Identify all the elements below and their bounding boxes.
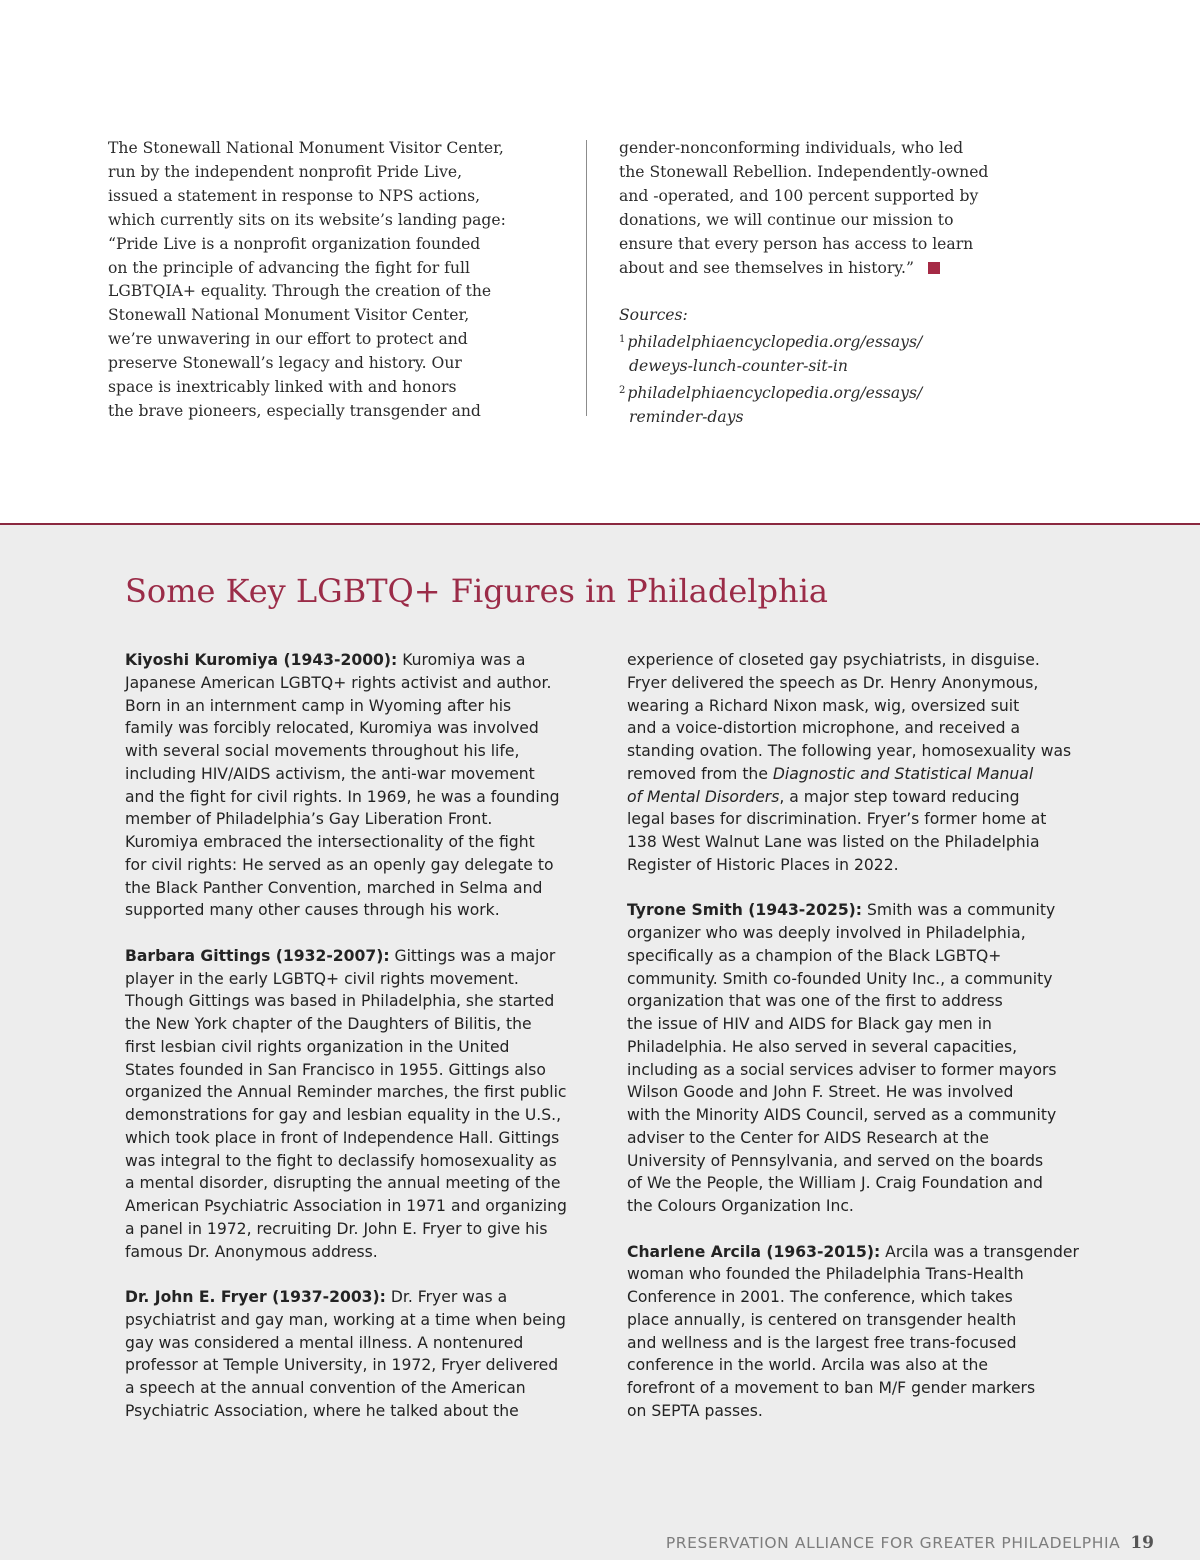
text-line: [627, 763, 1097, 786]
text-line: with the Minority AIDS Council, served as a community: [627, 1106, 1057, 1124]
intro-section: [0, 0, 1200, 523]
text-line: Fryer delivered the speech as Dr. Henry Anonymous,: [627, 673, 1039, 692]
text-line: preserve Stonewall’s legacy and history. Our: [108, 354, 462, 373]
text-line: specifically as a champion of the Black LGBTQ+: [627, 946, 1002, 965]
figure-name: Kiyoshi Kuromiya (1943-2000):: [125, 651, 398, 669]
text-line: first lesbian civil rights organization in the United: [125, 1037, 510, 1056]
intro-right-column: [619, 137, 1059, 430]
entry-first-line: [627, 1241, 1097, 1264]
text-line: was integral to the fight to declassify homosexuality as: [125, 1151, 557, 1170]
text-line: organizer who was deeply involved in Philadelphia,: [627, 924, 1026, 942]
figures-right-column: [627, 649, 1097, 1423]
paragraph-gap: [627, 877, 1097, 900]
page-number: 19: [1130, 1533, 1154, 1553]
text-line: we’re unwavering in our effort to protect and: [108, 330, 468, 349]
text-fragment: , a major step toward reducing: [779, 787, 1020, 806]
manual-title: of Mental Disorders: [627, 787, 780, 806]
quote-end-text: about and see themselves in history.”: [619, 258, 914, 277]
footnote-number: 1: [619, 334, 626, 346]
text-line: [619, 257, 1059, 281]
text-line: the Black Panther Convention, marched in Selma and: [125, 878, 543, 897]
end-mark-icon: [928, 262, 940, 274]
text-line: place annually, is centered on transgender health: [627, 1310, 1017, 1329]
text-line: LGBTQIA+ equality. Through the creation of the: [108, 282, 492, 301]
text-line: gay was considered a mental illness. A nontenured: [125, 1333, 524, 1352]
text-line: Stonewall National Monument Visitor Center,: [108, 306, 470, 325]
section-title: Some Key LGBTQ+ Figures in Philadelphia: [125, 572, 828, 610]
text-line: which took place in front of Independence Hall. Gittings: [125, 1128, 560, 1147]
text-line: Register of Historic Places in 2022.: [627, 855, 899, 874]
text-line: run by the independent nonprofit Pride Live,: [108, 162, 463, 181]
paragraph-gap: [627, 1218, 1097, 1241]
text-line: demonstrations for gay and lesbian equality in the U.S.,: [125, 1106, 562, 1124]
text-line: with several social movements throughout his life,: [125, 742, 520, 760]
text-line: Though Gittings was based in Philadelphia, she started: [125, 992, 555, 1011]
text-line: the brave pioneers, especially transgender and: [108, 401, 481, 420]
source-link-line: philadelphiaencyclopedia.org/essays/: [627, 384, 923, 403]
text-line: issued a statement in response to NPS actions,: [108, 186, 481, 205]
figures-section: [0, 523, 1200, 1560]
text-line: forefront of a movement to ban M/F gender markers: [627, 1379, 1036, 1397]
manual-title: Diagnostic and Statistical Manual: [772, 764, 1034, 783]
page-footer: [666, 1533, 1154, 1553]
paragraph-gap: [125, 1263, 595, 1286]
sources-label: Sources:: [619, 306, 688, 325]
text-line: including HIV/AIDS activism, the anti-war movement: [125, 764, 535, 783]
entry-first-line: [627, 899, 1097, 922]
intro-left-column: [108, 137, 568, 424]
text-line: American Psychiatric Association in 1971 and organizing: [125, 1197, 567, 1215]
text-line: a panel in 1972, recruiting Dr. John E. Fryer to give his: [125, 1219, 548, 1238]
text-line: the Stonewall Rebellion. Independently-owned: [619, 162, 989, 181]
text-line: standing ovation. The following year, homosexuality was: [627, 742, 1072, 760]
footer-org: PRESERVATION ALLIANCE FOR GREATER PHILADELPHIA: [665, 1534, 1121, 1552]
text-line: experience of closeted gay psychiatrists, in disguise.: [627, 651, 1040, 669]
text-line: and the fight for civil rights. In 1969, he was a founding: [125, 787, 560, 806]
text-line: space is inextricably linked with and honors: [108, 378, 457, 397]
text-line: organized the Annual Reminder marches, the first public: [125, 1083, 567, 1102]
text-line: famous Dr. Anonymous address.: [125, 1242, 378, 1261]
text-line: Psychiatric Association, where he talked about the: [125, 1401, 519, 1420]
text-line: Kuromiya embraced the intersectionality of the fight: [125, 833, 535, 851]
source-link-line[interactable]: reminder-days: [629, 408, 744, 427]
entry-first-line: [125, 1286, 595, 1309]
text-line: adviser to the Center for AIDS Research at the: [627, 1128, 989, 1147]
text-line: woman who founded the Philadelphia Trans-Health: [627, 1265, 1024, 1284]
text-line: for civil rights: He served as an openly gay delegate to: [125, 855, 554, 874]
source-item[interactable]: [619, 328, 1059, 355]
entry-first-line: [125, 945, 595, 968]
text-line: member of Philadelphia’s Gay Liberation Front.: [125, 810, 493, 829]
sources-block: [619, 304, 1059, 430]
column-divider: [586, 140, 587, 416]
entry-first-line: [125, 649, 595, 672]
figure-name: Tyrone Smith (1943-2025):: [627, 901, 863, 920]
footnote-number: 2: [619, 385, 626, 397]
text-line: of We the People, the William J. Craig Foundation and: [627, 1174, 1043, 1193]
entry-text: Kuromiya was a: [397, 651, 526, 669]
text-line: and -operated, and 100 percent supported by: [619, 186, 979, 205]
text-line: a speech at the annual convention of the American: [125, 1379, 526, 1397]
text-line: Wilson Goode and John F. Street. He was involved: [627, 1083, 1014, 1102]
text-line: Philadelphia. He also served in several capacities,: [627, 1037, 1018, 1056]
text-line: and wellness and is the largest free trans-focused: [627, 1333, 1017, 1352]
source-item[interactable]: [619, 379, 1059, 406]
text-line: on the principle of advancing the fight for full: [108, 258, 470, 277]
text-line: psychiatrist and gay man, working at a time when being: [125, 1310, 566, 1329]
text-line: ensure that every person has access to learn: [619, 234, 974, 253]
entry-text: Arcila was a transgender: [880, 1242, 1079, 1261]
text-line: The Stonewall National Monument Visitor Center,: [108, 139, 504, 157]
text-line: Japanese American LGBTQ+ rights activist and author.: [125, 673, 552, 692]
text-line: Born in an internment camp in Wyoming after his: [125, 696, 512, 715]
figure-name: Dr. John E. Fryer (1937-2003):: [125, 1288, 386, 1306]
text-line: on SEPTA passes.: [627, 1401, 763, 1420]
text-line: organization that was one of the first to address: [627, 992, 1003, 1011]
text-line: community. Smith co-founded Unity Inc., a community: [627, 969, 1053, 988]
text-line: wearing a Richard Nixon mask, wig, oversized suit: [627, 696, 1020, 715]
text-line: conference in the world. Arcila was also at the: [627, 1356, 988, 1375]
text-line: legal bases for discrimination. Fryer’s former home at: [627, 810, 1047, 829]
text-line: Conference in 2001. The conference, which takes: [627, 1288, 1013, 1306]
text-line: 138 West Walnut Lane was listed on the Philadelphia: [627, 833, 1040, 851]
text-line: and a voice-distortion microphone, and received a: [627, 719, 1021, 738]
text-line: [627, 786, 1097, 809]
text-line: player in the early LGBTQ+ civil rights movement.: [125, 969, 519, 988]
text-line: the issue of HIV and AIDS for Black gay men in: [627, 1015, 992, 1033]
entry-text: Smith was a community: [862, 901, 1056, 920]
text-line: the Colours Organization Inc.: [627, 1197, 854, 1215]
source-link-line[interactable]: deweys-lunch-counter-sit-in: [629, 357, 848, 376]
text-line: “Pride Live is a nonprofit organization founded: [108, 234, 481, 253]
text-line: donations, we will continue our mission to: [619, 210, 954, 229]
figure-name: Charlene Arcila (1963-2015):: [627, 1242, 881, 1261]
text-fragment: removed from the: [627, 764, 773, 783]
text-line: gender-nonconforming individuals, who led: [619, 139, 964, 157]
source-link-line: philadelphiaencyclopedia.org/essays/: [627, 333, 923, 352]
text-line: University of Pennsylvania, and served on the boards: [627, 1151, 1044, 1170]
text-line: the New York chapter of the Daughters of Bilitis, the: [125, 1015, 532, 1033]
text-line: including as a social services adviser to former mayors: [627, 1060, 1057, 1079]
text-line: family was forcibly relocated, Kuromiya was involved: [125, 719, 539, 738]
text-line: a mental disorder, disrupting the annual meeting of the: [125, 1174, 561, 1193]
paragraph-gap: [125, 922, 595, 945]
figure-name: Barbara Gittings (1932-2007):: [125, 946, 390, 965]
text-line: supported many other causes through his work.: [125, 901, 500, 920]
entry-text: Dr. Fryer was a: [385, 1288, 508, 1306]
text-line: professor at Temple University, in 1972, Fryer delivered: [125, 1356, 559, 1375]
text-line: States founded in San Francisco in 1955. Gittings also: [125, 1060, 546, 1079]
figures-left-column: [125, 649, 595, 1423]
entry-text: Gittings was a major: [389, 946, 556, 965]
text-line: which currently sits on its website’s landing page:: [108, 210, 506, 229]
